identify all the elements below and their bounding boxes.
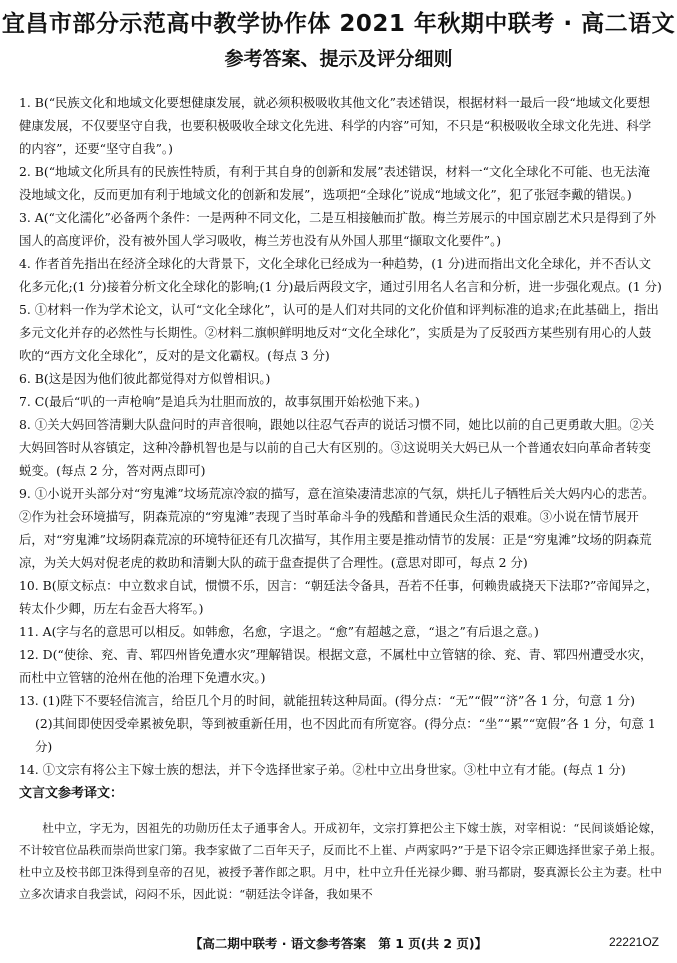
footer-code: 22221OZ (608, 935, 659, 949)
answer-7: 7. C(最后“叭的一声枪响”是追兵为壮胆而放的，故事氛围开始松弛下来。) (19, 394, 420, 409)
answer-1: 1. B(“民族文化和地域文化要想健康发展，就必须积极吸收其他文化”表述错误，根据材料一最后一段“地域文化要想健康发展，不仅要坚守自我，也要积极吸收全球文化先进、科学的内容”可知，不只是“积极吸收全球文化先进、科学的内容”，还要“坚守自我”。) (19, 95, 652, 156)
page-title: 宜昌市部分示范高中教学协作体 2021 年秋期中联考 · 高二语文 (1, 11, 676, 37)
answer-4: 4. 作者首先指出在经济全球化的大背景下，文化全球化已经成为一种趋势，(1 分)进而指出文化全球化，并不否认文化多元化;(1 分)接着分析文化全球化的影响;(1 分)最后两段文字，通过引用名人名言和分析，进一步强化观点。(1 分) (19, 256, 662, 294)
answer-9: 9. ①小说开头部分对“穷鬼滩”坟场荒凉冷寂的描写，意在渲染凄清悲凉的气氛，烘托儿子牺牲后关大妈内心的悲苦。②作为社会环境描写，阴森荒凉的“穷鬼滩”表现了当时革命斗争的残酷和普通民众生活的艰难。③小说在情节展开后，对“穷鬼滩”坟场阴森荒凉的环境特征还有几次描写，其作用主要是推动情节的发展：正是“穷鬼滩”坟场的阴森荒凉，为关大妈对倪老虎的救助和清剿大队的疏于盘查提供了合理性。(意思对即可，每点 2 分) (19, 486, 655, 570)
translation-heading: 文言文参考译文： (19, 786, 124, 801)
answer-10: 10. B(原文标点：中立数求自试，惯惯不乐，因言：“朝廷法令备具，吾若不任事，何赖贵戚挠天下法耶?”帝闻异之，转太仆少卿，历左右金吾大将军。) (19, 578, 659, 616)
answer-8: 8. ①关大妈回答清剿大队盘问时的声音很响，跟她以往忍气吞声的说话习惯不同，她比以前的自己更勇敢大胆。②关大妈回答时从容镇定，这种冷静机智也是与以前的自己大有区别的。③这说明关大妈已从一个普通农妇向革命者转变蜕变。(每点 2 分，答对两点即可) (19, 417, 655, 478)
answer-2: 2. B(“地域文化所具有的民族性特质，有利于其自身的创新和发展”表述错误，材料一“文化全球化不可能、也无法淹没地域文化，反而更加有利于地域文化的创新和发展”，选项把“全球化”说成“地域文化”，犯了张冠李戴的错误。) (19, 164, 651, 202)
answer-13-part-1: 13. (1)陛下不要轻信流言，给臣几个月的时间，就能扭转这种局面。(得分点：“无”“假”“济”各 1 分，句意 1 分) (19, 693, 636, 708)
answer-3: 3. A(“文化濡化”必备两个条件：一是两种不同文化，二是互相接触而扩散。梅兰芳展示的中国京剧艺术只是得到了外国人的高度评价，没有被外国人学习吸收，梅兰芳也没有从外国人那里“撷取文化要件”。) (19, 210, 656, 248)
answer-14: 14. ①文宗有将公主下嫁士族的想法，并下令选择世家子弟。②杜中立出身世家。③杜中立有才能。(每点 1 分) (19, 762, 626, 777)
answer-6: 6. B(这是因为他们彼此都觉得对方似曾相识。) (19, 371, 271, 386)
translation-text: 杜中立，字无为，因祖先的功勋历任太子通事舍人。开成初年，文宗打算把公主下嫁士族，对宰相说：“民间谈婚论嫁，不计较官位品秩而崇尚世家门第。我李家做了二百年天子，反而比不上崔、卢两家吗?”于是下诏令宗正卿选择世家子弟上报。杜中立及校书郎卫洙得到皇帝的召见，被授予著作郎之职。月中，杜中立升任光禄少卿、驸马都尉，娶真源长公主为妻。杜中立多次请求自我尝试，闷闷不乐，因此说：“朝廷法令详备，我如果不 (19, 820, 662, 901)
answer-content (19, 91, 662, 916)
answer-12: 12. D(“使徐、兖、青、郓四州皆免遭水灾”理解错误。根据文意，不属杜中立管辖的徐、兖、青、郓四州遭受水灾，而杜中立管辖的沧州在他的治理下免遭水灾。) (19, 647, 653, 685)
answer-5: 5. ①材料一作为学术论文，认可“文化全球化”，认可的是人们对共同的文化价值和评判标准的追求;在此基础上，指出多元文化并存的必然性与长期性。②材料二旗帜鲜明地反对“文化全球化”，实质是为了反驳西方某些别有用心的人鼓吹的“西方文化全球化”，反对的是文化霸权。(每点 3 分) (19, 302, 659, 363)
footer-page-label: 【高二期中联考 · 语文参考答案 第 1 页(共 2 页)】 (189, 936, 488, 951)
page-subtitle: 参考答案、提示及评分细则 (224, 48, 453, 70)
page-footer (0, 934, 677, 956)
answer-13-part-2: (2)其间即使因受牵累被免职，等到被重新任用，也不因此而有所宽容。(得分点：“坐”“累”“宽假”各 1 分，句意 1 分) (35, 716, 656, 754)
answer-11: 11. A(字与名的意思可以相反。如韩愈，名愈，字退之。“愈”有超越之意，“退之”有后退之意。) (19, 624, 539, 639)
